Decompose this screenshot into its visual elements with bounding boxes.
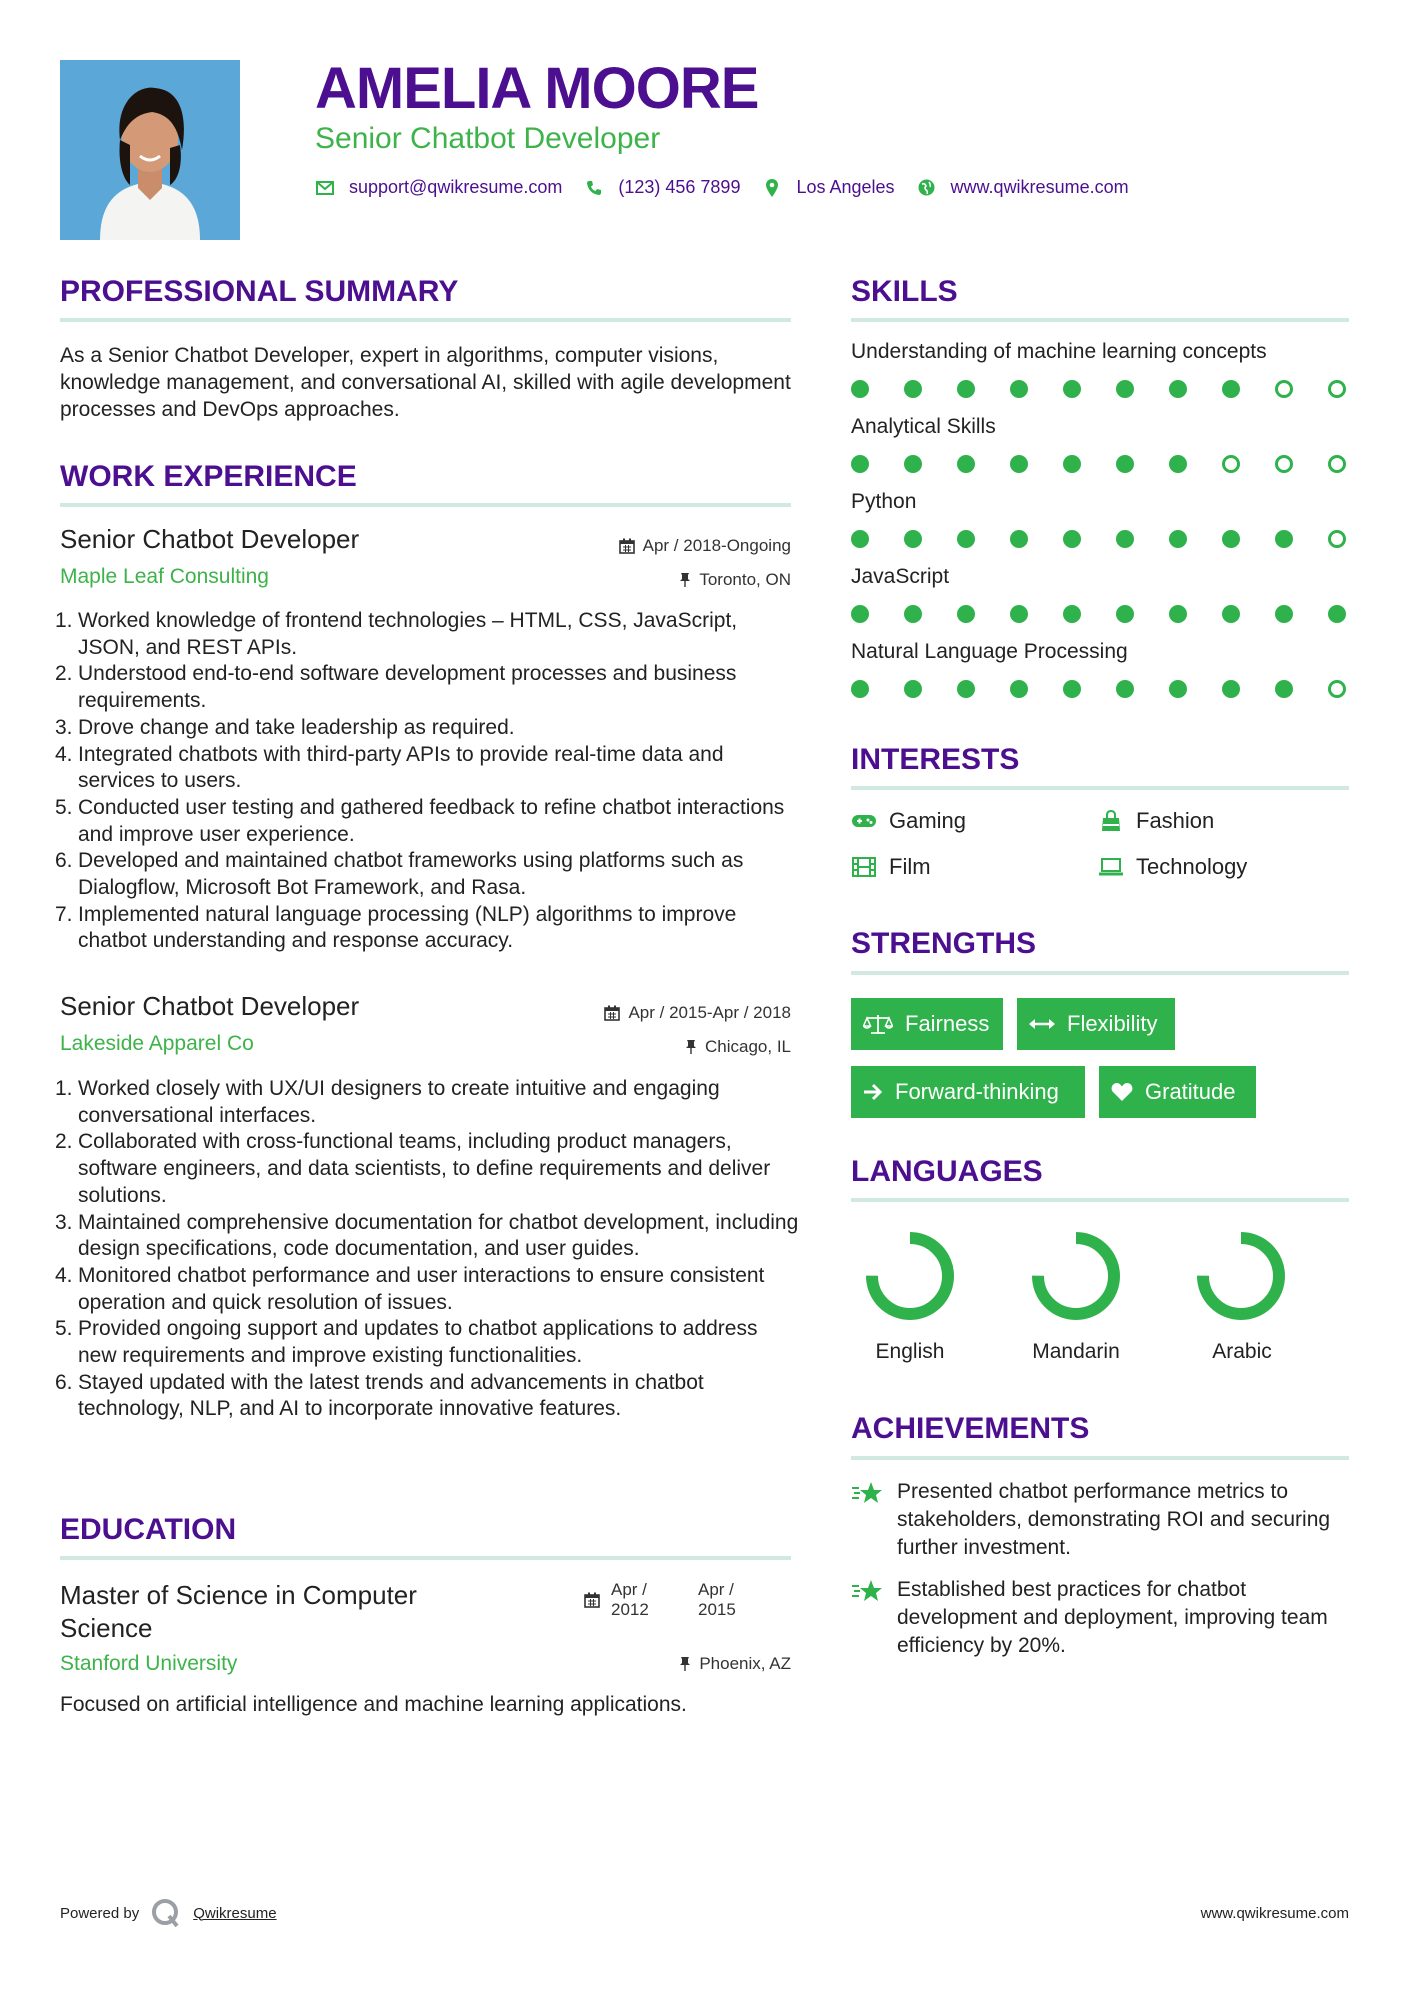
- list-item: 3. Drove change and take leadership as required.: [55, 715, 515, 739]
- footer-website[interactable]: www.qwikresume.com: [1200, 1905, 1349, 1922]
- skills-heading: SKILLS: [851, 275, 958, 308]
- rating-dot-filled: [1169, 380, 1187, 398]
- contact-location: [762, 177, 894, 198]
- rating-dot-filled: [1275, 530, 1293, 548]
- rating-dot-filled: [904, 605, 922, 623]
- experience-divider: [60, 503, 791, 507]
- rating-dot-filled: [1116, 680, 1134, 698]
- rating-dot-filled: [1222, 680, 1240, 698]
- laptop-icon: [1098, 856, 1124, 878]
- job-bullets: [55, 608, 800, 955]
- rating-dot-filled: [1169, 605, 1187, 623]
- skill-rating: [851, 530, 1349, 550]
- qwikresume-link[interactable]: Qwikresume: [193, 1904, 277, 1922]
- rating-dot-filled: [1222, 530, 1240, 548]
- edu-start-date: Apr / 2012: [611, 1580, 649, 1619]
- summary-heading: PROFESSIONAL SUMMARY: [60, 275, 459, 308]
- rating-dot-filled: [904, 530, 922, 548]
- rating-dot-filled: [957, 530, 975, 548]
- language-label: Arabic: [1212, 1340, 1272, 1363]
- rating-dot-filled: [851, 680, 869, 698]
- list-item: 5. Conducted user testing and gathered feedback to refine chatbot interactions and improve user experience.: [55, 795, 785, 846]
- list-item: 2. Understood end-to-end software development processes and business requirements.: [55, 662, 737, 713]
- achievements-heading: ACHIEVEMENTS: [851, 1412, 1090, 1445]
- list-item: 4. Integrated chatbots with third-party APIs to provide real-time data and services to users.: [55, 742, 724, 793]
- edu-description: Focused on artificial intelligence and machine learning applications.: [60, 1693, 687, 1716]
- strength-tag: Gratitude: [1099, 1066, 1256, 1118]
- list-item: 4. Monitored chatbot performance and user interactions to ensure consistent operation and quick resolution of issues.: [55, 1263, 765, 1314]
- rating-dot-filled: [851, 605, 869, 623]
- calendar-icon: [619, 538, 635, 554]
- interests-divider: [851, 786, 1349, 790]
- job-company: Maple Leaf Consulting: [60, 565, 269, 588]
- languages-heading: LANGUAGES: [851, 1155, 1043, 1188]
- achievement-item: Presented chatbot performance metrics to stakeholders, demonstrating ROI and securing further investment.: [851, 1478, 1349, 1562]
- envelope-icon: [315, 178, 335, 198]
- language-label: Mandarin: [1032, 1340, 1120, 1363]
- rating-dot-filled: [1010, 680, 1028, 698]
- skill-rating: [851, 605, 1349, 625]
- rating-dot-filled: [1063, 605, 1081, 623]
- job-location: [679, 570, 791, 590]
- rating-dot-filled: [1010, 605, 1028, 623]
- map-pin-icon: [762, 178, 782, 198]
- school-name: Stanford University: [60, 1652, 238, 1675]
- job-location: [685, 1037, 791, 1057]
- rating-dot-filled: [957, 380, 975, 398]
- skill-name: Natural Language Processing: [851, 640, 1128, 663]
- profile-photo: [60, 60, 240, 240]
- strength-tag: Forward-thinking: [851, 1066, 1085, 1118]
- job-location-text: Chicago, IL: [705, 1037, 791, 1056]
- heart-icon: [1111, 1082, 1133, 1102]
- pushpin-icon: [679, 572, 691, 588]
- strength-tag: Fairness: [851, 998, 1003, 1050]
- rating-dot-filled: [851, 530, 869, 548]
- calendar-icon: [584, 1592, 600, 1613]
- film-icon: [851, 856, 877, 878]
- rating-dot-filled: [1116, 455, 1134, 473]
- arrows-horizontal-icon: [1029, 1017, 1055, 1031]
- strengths-divider: [851, 971, 1349, 975]
- list-item: 2. Collaborated with cross-functional teams, including product managers, software engineers, and data scientists, to define requirements and deliver solutions.: [55, 1130, 771, 1207]
- rating-dot-empty: [1328, 380, 1346, 398]
- skill-name: JavaScript: [851, 565, 950, 588]
- list-item: 6. Stayed updated with the latest trends and advancements in chatbot technology, NLP, and AI to incorporate innovative features.: [55, 1370, 704, 1421]
- rating-dot-filled: [1116, 605, 1134, 623]
- rating-dot-filled: [851, 455, 869, 473]
- contact-website[interactable]: [917, 177, 1129, 198]
- job-dates-text: Apr / 2015-Apr / 2018: [628, 1003, 791, 1022]
- job-dates-text: Apr / 2018-Ongoing: [642, 536, 791, 555]
- star-trophy-icon: [851, 1578, 887, 1660]
- rating-dot-filled: [904, 380, 922, 398]
- education-heading: EDUCATION: [60, 1513, 237, 1546]
- achievement-item: Established best practices for chatbot development and deployment, improving team efficiency by 20%.: [851, 1576, 1349, 1660]
- rating-dot-filled: [957, 605, 975, 623]
- star-trophy-icon: [851, 1480, 887, 1562]
- phone-text: (123) 456 7899: [618, 177, 741, 197]
- summary-divider: [60, 318, 791, 322]
- rating-dot-empty: [1328, 455, 1346, 473]
- rating-dot-filled: [904, 680, 922, 698]
- rating-dot-filled: [1010, 530, 1028, 548]
- pushpin-icon: [679, 1656, 691, 1672]
- language-gauge: [1028, 1228, 1124, 1324]
- skill-rating: [851, 680, 1349, 700]
- rating-dot-filled: [904, 455, 922, 473]
- language-gauge: [862, 1228, 958, 1324]
- pushpin-icon: [685, 1039, 697, 1055]
- globe-icon: [917, 178, 937, 198]
- achievements-divider: [851, 1456, 1349, 1460]
- rating-dot-filled: [1063, 530, 1081, 548]
- rating-dot-filled: [1169, 455, 1187, 473]
- strength-tag: Flexibility: [1017, 998, 1175, 1050]
- rating-dot-filled: [1222, 605, 1240, 623]
- language-label: English: [875, 1340, 945, 1363]
- languages-divider: [851, 1198, 1349, 1202]
- rating-dot-filled: [1116, 530, 1134, 548]
- experience-heading: WORK EXPERIENCE: [60, 460, 357, 493]
- email-text: support@qwikresume.com: [349, 177, 563, 197]
- list-item: 6. Developed and maintained chatbot frameworks using platforms such as Dialogflow, Microsoft Bot Framework, and Rasa.: [55, 849, 744, 900]
- rating-dot-filled: [957, 455, 975, 473]
- list-item: 3. Maintained comprehensive documentation for chatbot development, including design specifications, code documentation, and user guides.: [55, 1210, 799, 1261]
- language-gauge-arc: [872, 1238, 948, 1314]
- rating-dot-empty: [1328, 530, 1346, 548]
- language-gauge-arc: [1038, 1238, 1114, 1314]
- location-text: Los Angeles: [796, 177, 895, 197]
- rating-dot-filled: [1169, 680, 1187, 698]
- interest-technology: Technology: [1098, 854, 1247, 880]
- qwikresume-logo-icon: [151, 1898, 181, 1928]
- rating-dot-empty: [1275, 380, 1293, 398]
- gamepad-icon: [851, 810, 877, 832]
- strengths-heading: STRENGTHS: [851, 927, 1037, 960]
- job-title: Senior Chatbot Developer: [60, 524, 360, 554]
- skill-name: Analytical Skills: [851, 415, 996, 438]
- job-location-text: Toronto, ON: [699, 570, 791, 589]
- interest-fashion: Fashion: [1098, 808, 1214, 834]
- language-gauge-arc: [1203, 1238, 1279, 1314]
- candidate-name: AMELIA MOORE: [315, 56, 759, 121]
- rating-dot-filled: [1010, 380, 1028, 398]
- rating-dot-filled: [1275, 680, 1293, 698]
- edu-end-date: Apr / 2015: [698, 1580, 736, 1619]
- arrow-right-icon: [863, 1083, 883, 1101]
- rating-dot-filled: [1063, 380, 1081, 398]
- skill-rating: [851, 380, 1349, 400]
- rating-dot-filled: [851, 380, 869, 398]
- rating-dot-filled: [1222, 380, 1240, 398]
- calendar-icon: [604, 1005, 620, 1021]
- rating-dot-filled: [1169, 530, 1187, 548]
- skill-name: Python: [851, 490, 917, 513]
- degree-title: Master of Science in Computer Science: [60, 1580, 417, 1643]
- job-dates: [604, 1003, 791, 1023]
- rating-dot-filled: [1275, 605, 1293, 623]
- job-dates: [619, 536, 791, 556]
- candidate-title: Senior Chatbot Developer: [315, 122, 661, 155]
- skill-rating: [851, 455, 1349, 475]
- edu-location: [679, 1654, 791, 1674]
- footer-powered-by: Powered by Qwikresume: [60, 1898, 277, 1928]
- interest-film: Film: [851, 854, 931, 880]
- rating-dot-empty: [1222, 455, 1240, 473]
- education-divider: [60, 1556, 791, 1560]
- shopping-bag-icon: [1098, 810, 1124, 832]
- rating-dot-empty: [1275, 455, 1293, 473]
- website-text: www.qwikresume.com: [950, 177, 1129, 197]
- rating-dot-filled: [1010, 455, 1028, 473]
- list-item: 1. Worked closely with UX/UI designers to create intuitive and engaging conversational interfaces.: [55, 1077, 720, 1127]
- skills-divider: [851, 318, 1349, 322]
- job-bullets: [55, 1076, 800, 1423]
- balance-scale-icon: [863, 1013, 893, 1035]
- edu-location-text: Phoenix, AZ: [699, 1654, 791, 1673]
- rating-dot-empty: [1328, 680, 1346, 698]
- contact-email[interactable]: [315, 177, 562, 198]
- list-item: 1. Worked knowledge of frontend technologies – HTML, CSS, JavaScript, JSON, and REST APIs.: [55, 609, 738, 659]
- list-item: 7. Implemented natural language processing (NLP) algorithms to improve chatbot understanding and response accuracy.: [55, 902, 737, 953]
- contact-phone[interactable]: [584, 177, 740, 198]
- rating-dot-filled: [957, 680, 975, 698]
- list-item: 5. Provided ongoing support and updates to chatbot applications to address new requirements and improve existing functionalities.: [55, 1317, 758, 1368]
- rating-dot-filled: [1063, 680, 1081, 698]
- rating-dot-filled: [1063, 455, 1081, 473]
- job-title: Senior Chatbot Developer: [60, 991, 360, 1021]
- interests-heading: INTERESTS: [851, 743, 1020, 776]
- job-company: Lakeside Apparel Co: [60, 1032, 254, 1055]
- interest-gaming: Gaming: [851, 808, 966, 834]
- rating-dot-filled: [1116, 380, 1134, 398]
- skill-name: Understanding of machine learning concepts: [851, 340, 1267, 363]
- phone-icon: [584, 178, 604, 198]
- language-gauge: [1193, 1228, 1289, 1324]
- summary-text: As a Senior Chatbot Developer, expert in algorithms, computer visions, knowledge management, and conversational AI, skilled with agile development processes and DevOps approaches.: [60, 344, 791, 421]
- rating-dot-filled: [1328, 605, 1346, 623]
- contact-bar: [315, 177, 1151, 198]
